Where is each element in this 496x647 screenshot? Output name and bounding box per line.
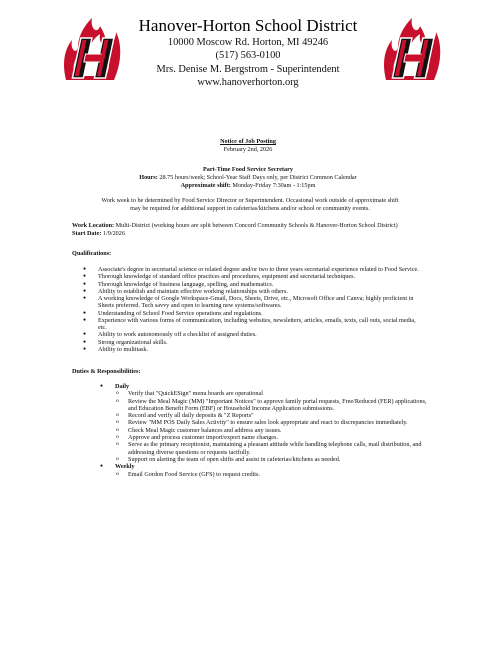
daily-heading: ● Daily xyxy=(100,383,430,390)
work-week-text: Work week to be determined by Food Service Director or Superintendent. Occasional work outside of approximate shift may be required for additional support in cafeterias/kitchens and/or school or community events. xyxy=(101,197,399,212)
weekly-heading: ● Weekly xyxy=(100,463,430,470)
duties-heading: Duties & Responsibilities: xyxy=(72,368,141,375)
notice-title: Notice of Job Posting xyxy=(220,138,276,145)
list-item: ● Ability to multitask. xyxy=(83,346,423,353)
shift-label: Approximate shift: xyxy=(180,182,231,189)
list-item: o Record and verify all daily deposits & "Z Reports" xyxy=(116,412,430,419)
list-item: ● Ability to establish and maintain effective working relationships with others. xyxy=(83,288,423,295)
shift-text: Monday-Friday 7:30am - 1:15pm xyxy=(230,182,316,189)
list-item: o Serve as the primary receptionist, maintaining a pleasant attitude while handling telephone calls, mail distribution, and addressing diverse questions or requests tactfully. xyxy=(116,441,430,456)
district-logo-right xyxy=(380,14,446,86)
job-info xyxy=(0,166,496,190)
location-text: Multi-District (working hours are split between Concord Community Schools & Hanover-Horton School District) xyxy=(114,222,398,229)
qualifications-list xyxy=(83,266,423,353)
superintendent-name: Mrs. Denise M. Bergstrom - Superintendent xyxy=(156,63,340,75)
hours-label: Hours: xyxy=(139,174,158,181)
district-phone: (517) 563-0100 xyxy=(215,50,281,62)
list-item: ● A working knowledge of Google Workspace-Gmail, Docs, Sheets, Drive, etc., Microsoft Office and Canva; highly proficient in Sheets preferred. Tech savvy and open to learning new systems/softwares. xyxy=(83,295,423,310)
letterhead xyxy=(110,16,386,90)
location-label: Work Location: xyxy=(72,222,115,229)
job-title: Part-Time Food Service Secretary xyxy=(203,166,293,173)
district-address: 10000 Moscow Rd. Horton, MI 49246 xyxy=(167,37,329,48)
list-item: o Review the Meal Magic (MM) "Important Notices" to approve family portal requests, Free/Reduced (FER) applications, and Education Benefit Form (EBF) or Household Income Application submissions. xyxy=(116,398,430,413)
list-item: ● Experience with various forms of communication, including websites, newsletters, articles, emails, texts, call outs, social media, etc. xyxy=(83,317,423,332)
start-date-text: 1/9/2026 xyxy=(101,230,125,237)
list-item: ● Ability to work autonomously off a checklist of assigned duties. xyxy=(83,331,423,338)
list-item: o Email Gordon Food Service (GFS) to request credits. xyxy=(116,471,430,478)
list-item: o Approve and process customer import/export name changes. xyxy=(116,434,430,441)
weekly-duties xyxy=(116,471,430,478)
qualifications-heading: Qualifications: xyxy=(72,250,112,257)
list-item: ● Strong organizational skills. xyxy=(83,339,423,346)
start-date-label: Start Date: xyxy=(72,230,102,237)
job-hours xyxy=(0,174,496,182)
list-item: ● Understanding of School Food Service operations and regulations. xyxy=(83,310,423,317)
list-item: o Verify that "QuickESign" menu boards are operational xyxy=(116,390,430,397)
notice-date: February 2nd, 2026 xyxy=(223,146,273,153)
list-item: ● Associate's degree in secretarial science or related degree and/or two to three years secretarial experience related to Food Service. xyxy=(83,266,423,273)
work-location xyxy=(72,222,422,238)
list-item: o Support on alerting the team of open shifts and assist in cafeterias/kitchens as needed. xyxy=(116,456,430,463)
list-item: ● Thorough knowledge of standard office practices and procedures, equipment and secretarial techniques. xyxy=(83,273,423,280)
job-shift xyxy=(0,182,496,190)
hours-text: 28.75 hours/week; School-Year Staff Days only, per District Common Calendar xyxy=(157,174,357,181)
daily-duties xyxy=(116,390,430,463)
district-name: Hanover-Horton School District xyxy=(138,16,358,35)
list-item: o Check Meal Magic customer balances and address any issues. xyxy=(116,427,430,434)
duties-list xyxy=(100,383,430,478)
list-item: ● Thorough knowledge of business language, spelling, and mathematics. xyxy=(83,281,423,288)
list-item: o Review "MM POS Daily Sales Activity" to ensure sales look appropriate and react to discrepancies immediately. xyxy=(116,419,430,426)
district-website: www.hanoverhorton.org xyxy=(197,77,299,89)
notice-block xyxy=(0,138,496,154)
